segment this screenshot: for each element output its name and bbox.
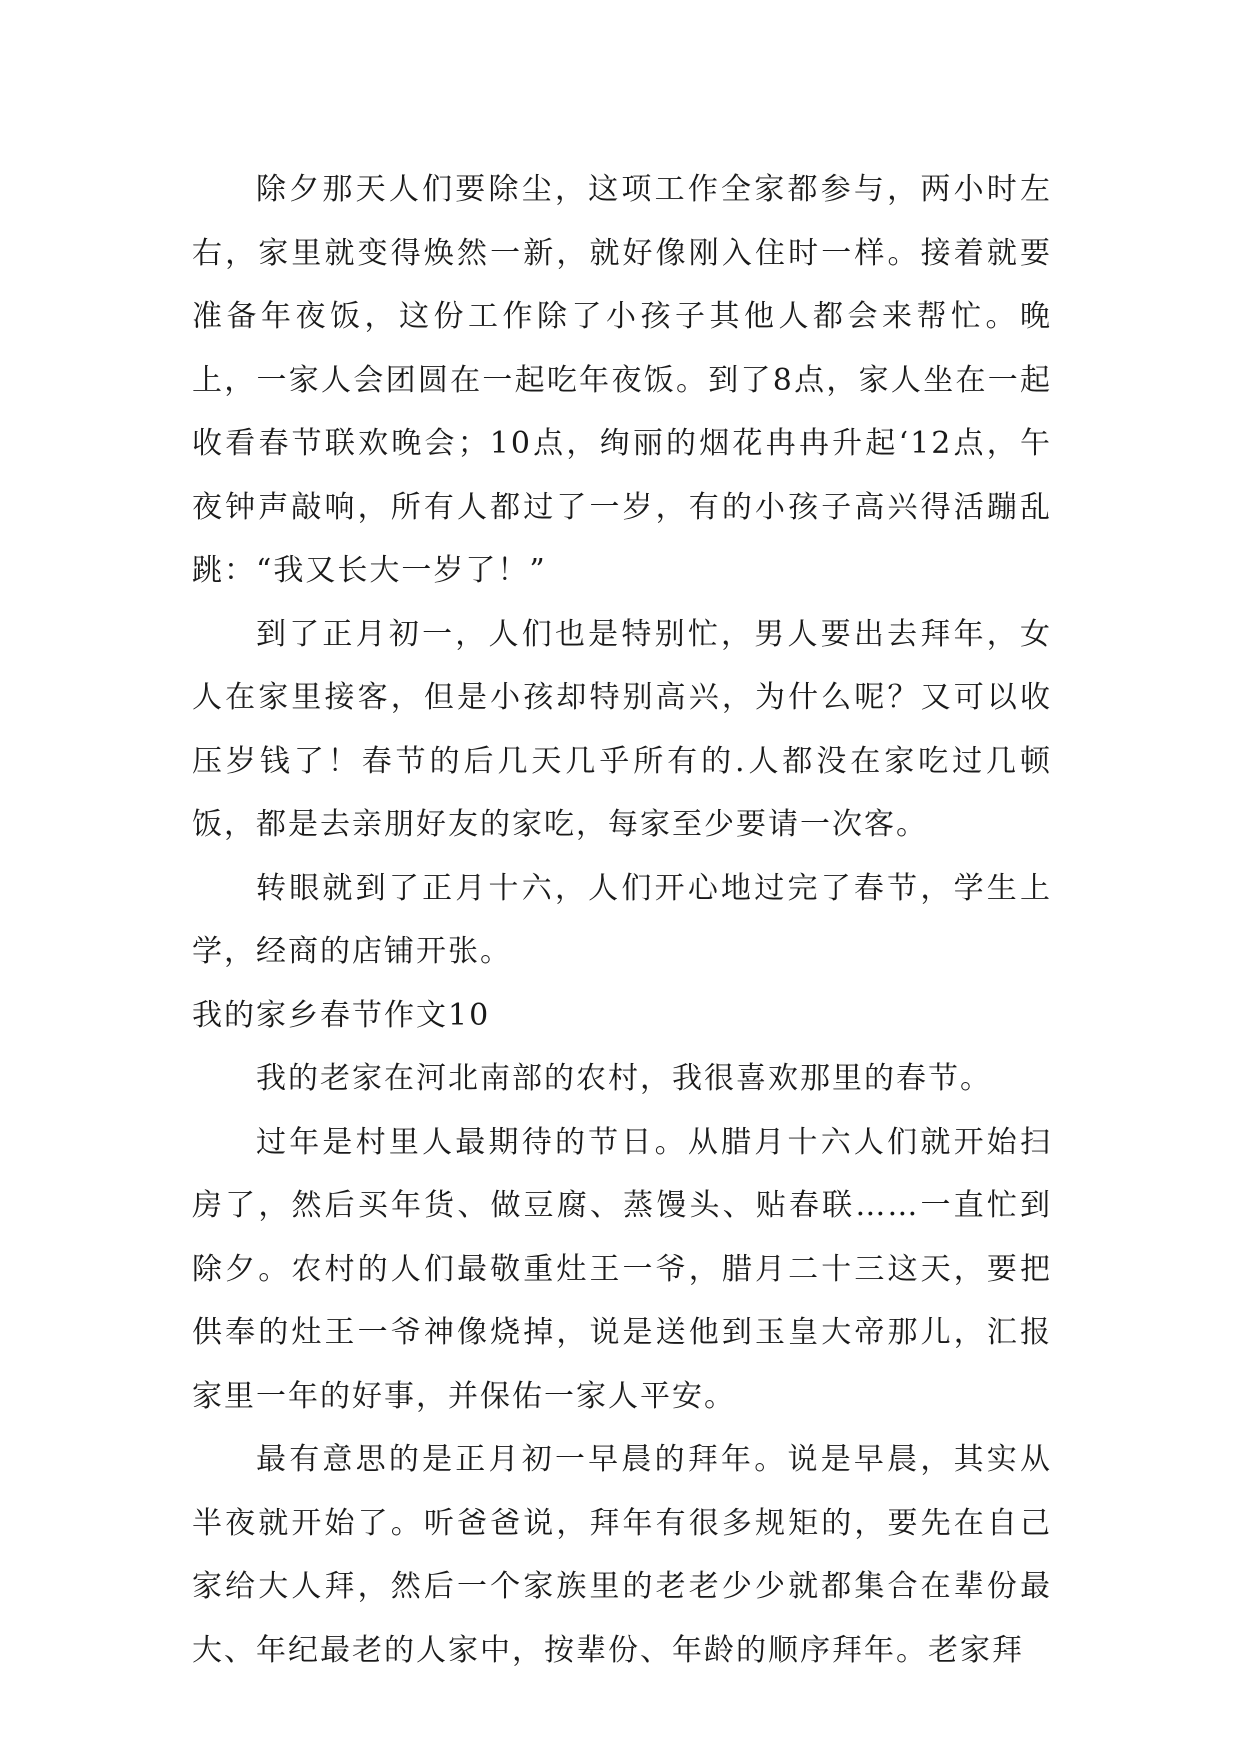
- section-heading: 我的家乡春节作文10: [192, 997, 491, 1033]
- paragraph: 过年是村里人最期待的节日。从腊月十六人们就开始扫房了，然后买年货、做豆腐、蒸馒头、贴春联……一直忙到除夕。农村的人们最敬重灶王一爷，腊月二十三这天，要把供奉的灶王一爷神像烧掉，说是送他到玉皇大帝那儿，汇报家里一年的好事，并保佑一家人平安。: [192, 1124, 1052, 1414]
- paragraph: 到了正月初一，人们也是特别忙，男人要出去拜年，女人在家里接客，但是小孩却特别高兴，为什么呢？又可以收压岁钱了！春节的后几天几乎所有的.人都没在家吃过几顿饭，都是去亲朋好友的家吃，每家至少要请一次客。: [192, 616, 1052, 842]
- paragraph: 我的老家在河北南部的农村，我很喜欢那里的春节。: [256, 1061, 992, 1096]
- paragraph: 最有意思的是正月初一早晨的拜年。说是早晨，其实从半夜就开始了。听爸爸说，拜年有很多规矩的，要先在自己家给大人拜，然后一个家族里的老老少少就都集合在辈份最大、年纪最老的人家中，按辈份、年龄的顺序拜年。老家拜: [192, 1442, 1052, 1668]
- paragraph: 除夕那天人们要除尘，这项工作全家都参与，两小时左右，家里就变得焕然一新，就好像刚入住时一样。接着就要准备年夜饭，这份工作除了小孩子其他人都会来帮忙。晚上，一家人会团圆在一起吃年夜饭。到了8点，家人坐在一起收看春节联欢晚会；10点，绚丽的烟花冉冉升起‘12点，午夜钟声敲响，所有人都过了一岁，有的小孩子高兴得活蹦乱跳：“我又长大一岁了！”: [192, 172, 1052, 588]
- paragraph: 转眼就到了正月十六，人们开心地过完了春节，学生上学，经商的店铺开张。: [192, 870, 1052, 969]
- document-body: [192, 158, 1052, 1682]
